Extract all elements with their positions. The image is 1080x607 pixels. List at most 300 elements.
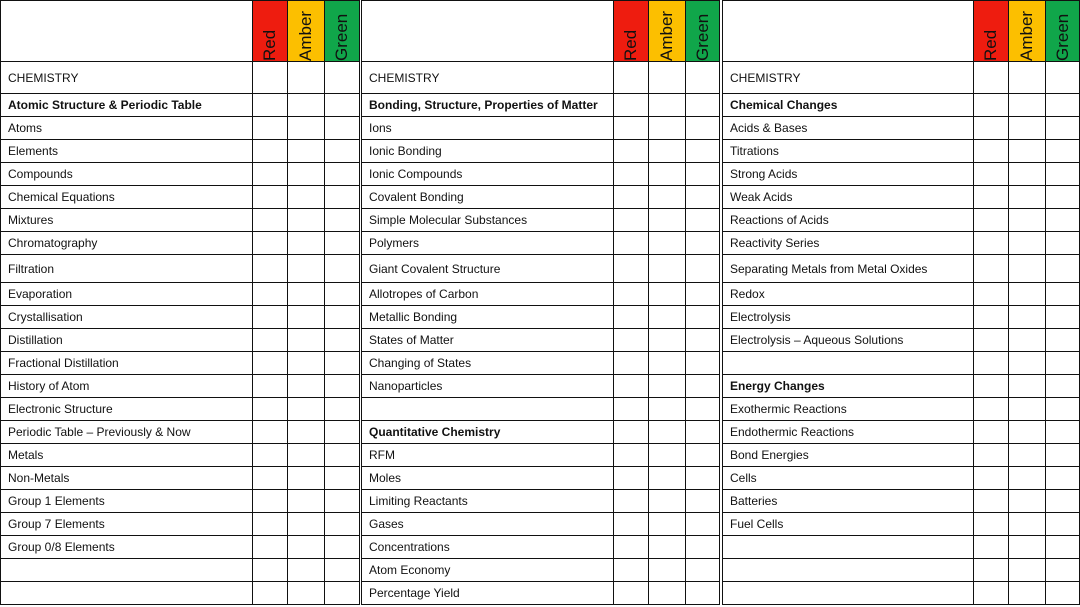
amber-checkbox-cell[interactable] bbox=[288, 444, 325, 467]
green-checkbox-cell[interactable] bbox=[325, 582, 360, 605]
topic-label: Electronic Structure bbox=[1, 398, 253, 421]
topic-row bbox=[362, 513, 720, 536]
topic-row bbox=[1, 209, 360, 232]
topic-row bbox=[1, 117, 360, 140]
amber-checkbox-cell[interactable] bbox=[649, 559, 686, 582]
topic-label: Elements bbox=[1, 140, 253, 163]
green-checkbox-cell[interactable] bbox=[686, 306, 720, 329]
amber-checkbox-cell[interactable] bbox=[288, 490, 325, 513]
red-checkbox-cell[interactable] bbox=[974, 513, 1009, 536]
topic-row bbox=[1, 490, 360, 513]
green-checkbox-cell[interactable] bbox=[325, 329, 360, 352]
amber-checkbox-cell[interactable] bbox=[288, 375, 325, 398]
green-checkbox-cell[interactable] bbox=[325, 186, 360, 209]
red-checkbox-cell[interactable] bbox=[974, 559, 1009, 582]
green-checkbox-cell[interactable] bbox=[1046, 329, 1080, 352]
topic-row bbox=[723, 283, 1080, 306]
green-checkbox-cell[interactable] bbox=[686, 186, 720, 209]
red-checkbox-cell[interactable] bbox=[614, 209, 649, 232]
topic-row bbox=[362, 375, 720, 398]
topic-row bbox=[362, 398, 720, 421]
red-checkbox-cell[interactable] bbox=[253, 467, 288, 490]
topic-label: States of Matter bbox=[362, 329, 614, 352]
red-checkbox-cell[interactable] bbox=[253, 398, 288, 421]
topic-row bbox=[1, 421, 360, 444]
green-checkbox-cell[interactable] bbox=[1046, 232, 1080, 255]
green-checkbox-cell[interactable] bbox=[686, 444, 720, 467]
green-checkbox-cell[interactable] bbox=[1046, 163, 1080, 186]
amber-checkbox-cell[interactable] bbox=[1009, 255, 1046, 283]
topic-row bbox=[723, 582, 1080, 605]
amber-checkbox-cell[interactable] bbox=[1009, 117, 1046, 140]
topic-label: Ions bbox=[362, 117, 614, 140]
red-checkbox-cell[interactable] bbox=[974, 375, 1009, 398]
topic-label: Group 1 Elements bbox=[1, 490, 253, 513]
amber-checkbox-cell[interactable] bbox=[649, 62, 686, 94]
topic-row bbox=[362, 163, 720, 186]
section-title: CHEMISTRY bbox=[362, 62, 614, 94]
red-checkbox-cell[interactable] bbox=[614, 140, 649, 163]
topic-label: Redox bbox=[723, 283, 974, 306]
red-checkbox-cell[interactable] bbox=[974, 352, 1009, 375]
amber-checkbox-cell[interactable] bbox=[649, 352, 686, 375]
topic-row bbox=[723, 163, 1080, 186]
green-checkbox-cell[interactable] bbox=[686, 490, 720, 513]
amber-checkbox-cell[interactable] bbox=[1009, 467, 1046, 490]
amber-checkbox-cell[interactable] bbox=[288, 421, 325, 444]
amber-checkbox-cell[interactable] bbox=[649, 163, 686, 186]
red-checkbox-cell[interactable] bbox=[614, 352, 649, 375]
red-checkbox-cell[interactable] bbox=[974, 398, 1009, 421]
amber-checkbox-cell[interactable] bbox=[1009, 163, 1046, 186]
amber-checkbox-cell[interactable] bbox=[288, 398, 325, 421]
green-checkbox-cell[interactable] bbox=[325, 490, 360, 513]
green-checkbox-cell[interactable] bbox=[325, 117, 360, 140]
red-checkbox-cell[interactable] bbox=[253, 352, 288, 375]
green-checkbox-cell[interactable] bbox=[1046, 255, 1080, 283]
amber-checkbox-cell[interactable] bbox=[288, 513, 325, 536]
green-checkbox-cell[interactable] bbox=[686, 352, 720, 375]
red-label: Red bbox=[981, 29, 1001, 61]
red-checkbox-cell[interactable] bbox=[614, 444, 649, 467]
topic-label: Fractional Distillation bbox=[1, 352, 253, 375]
green-checkbox-cell[interactable] bbox=[686, 467, 720, 490]
green-checkbox-cell[interactable] bbox=[686, 232, 720, 255]
amber-checkbox-cell[interactable] bbox=[288, 209, 325, 232]
amber-header bbox=[649, 1, 686, 62]
amber-checkbox-cell[interactable] bbox=[288, 582, 325, 605]
topic-row bbox=[362, 467, 720, 490]
green-checkbox-cell[interactable] bbox=[325, 421, 360, 444]
red-checkbox-cell[interactable] bbox=[253, 163, 288, 186]
topic-label bbox=[723, 559, 974, 582]
topic-label: Separating Metals from Metal Oxides bbox=[723, 255, 974, 283]
amber-checkbox-cell[interactable] bbox=[288, 352, 325, 375]
red-checkbox-cell[interactable] bbox=[974, 94, 1009, 117]
green-checkbox-cell[interactable] bbox=[686, 582, 720, 605]
green-checkbox-cell[interactable] bbox=[1046, 117, 1080, 140]
amber-checkbox-cell[interactable] bbox=[1009, 559, 1046, 582]
red-checkbox-cell[interactable] bbox=[253, 375, 288, 398]
green-checkbox-cell[interactable] bbox=[686, 209, 720, 232]
green-checkbox-cell[interactable] bbox=[325, 536, 360, 559]
green-checkbox-cell[interactable] bbox=[325, 559, 360, 582]
red-checkbox-cell[interactable] bbox=[974, 490, 1009, 513]
topic-row bbox=[362, 283, 720, 306]
red-checkbox-cell[interactable] bbox=[253, 117, 288, 140]
amber-header bbox=[1009, 1, 1046, 62]
green-checkbox-cell[interactable] bbox=[686, 163, 720, 186]
topic-row bbox=[723, 559, 1080, 582]
red-checkbox-cell[interactable] bbox=[974, 306, 1009, 329]
topic-row bbox=[362, 329, 720, 352]
amber-checkbox-cell[interactable] bbox=[649, 117, 686, 140]
red-checkbox-cell[interactable] bbox=[614, 62, 649, 94]
topic-label: Metals bbox=[1, 444, 253, 467]
red-checkbox-cell[interactable] bbox=[253, 582, 288, 605]
amber-checkbox-cell[interactable] bbox=[1009, 582, 1046, 605]
topic-label: Group 7 Elements bbox=[1, 513, 253, 536]
green-checkbox-cell[interactable] bbox=[1046, 444, 1080, 467]
red-checkbox-cell[interactable] bbox=[614, 283, 649, 306]
topic-label: Non-Metals bbox=[1, 467, 253, 490]
green-checkbox-cell[interactable] bbox=[1046, 559, 1080, 582]
topic-row bbox=[1, 513, 360, 536]
topic-label: Bond Energies bbox=[723, 444, 974, 467]
amber-checkbox-cell[interactable] bbox=[288, 329, 325, 352]
amber-checkbox-cell[interactable] bbox=[1009, 140, 1046, 163]
green-checkbox-cell[interactable] bbox=[1046, 352, 1080, 375]
green-checkbox-cell[interactable] bbox=[325, 398, 360, 421]
amber-checkbox-cell[interactable] bbox=[649, 513, 686, 536]
amber-checkbox-cell[interactable] bbox=[288, 283, 325, 306]
amber-checkbox-cell[interactable] bbox=[1009, 536, 1046, 559]
amber-checkbox-cell[interactable] bbox=[1009, 62, 1046, 94]
green-checkbox-cell[interactable] bbox=[686, 283, 720, 306]
red-checkbox-cell[interactable] bbox=[974, 232, 1009, 255]
green-checkbox-cell[interactable] bbox=[1046, 513, 1080, 536]
green-checkbox-cell[interactable] bbox=[325, 283, 360, 306]
topic-label: Chemical Equations bbox=[1, 186, 253, 209]
green-checkbox-cell[interactable] bbox=[1046, 490, 1080, 513]
amber-checkbox-cell[interactable] bbox=[288, 186, 325, 209]
topic-label: RFM bbox=[362, 444, 614, 467]
topic-heading: Bonding, Structure, Properties of Matter bbox=[362, 94, 614, 117]
amber-checkbox-cell[interactable] bbox=[288, 255, 325, 283]
green-checkbox-cell[interactable] bbox=[686, 329, 720, 352]
chemistry-table-1 bbox=[0, 0, 360, 605]
red-checkbox-cell[interactable] bbox=[614, 186, 649, 209]
red-checkbox-cell[interactable] bbox=[253, 140, 288, 163]
green-checkbox-cell[interactable] bbox=[1046, 94, 1080, 117]
green-checkbox-cell[interactable] bbox=[686, 536, 720, 559]
green-checkbox-cell[interactable] bbox=[1046, 283, 1080, 306]
red-checkbox-cell[interactable] bbox=[614, 398, 649, 421]
green-checkbox-cell[interactable] bbox=[1046, 398, 1080, 421]
red-checkbox-cell[interactable] bbox=[253, 62, 288, 94]
red-checkbox-cell[interactable] bbox=[974, 62, 1009, 94]
topic-heading-row bbox=[723, 375, 1080, 398]
topic-row bbox=[1, 140, 360, 163]
amber-checkbox-cell[interactable] bbox=[1009, 398, 1046, 421]
topic-row bbox=[1, 467, 360, 490]
green-checkbox-cell[interactable] bbox=[686, 62, 720, 94]
topic-label: Percentage Yield bbox=[362, 582, 614, 605]
red-checkbox-cell[interactable] bbox=[974, 186, 1009, 209]
topic-row bbox=[723, 421, 1080, 444]
amber-checkbox-cell[interactable] bbox=[1009, 490, 1046, 513]
amber-checkbox-cell[interactable] bbox=[288, 467, 325, 490]
amber-checkbox-cell[interactable] bbox=[288, 306, 325, 329]
red-checkbox-cell[interactable] bbox=[974, 582, 1009, 605]
amber-label: Amber bbox=[296, 10, 315, 61]
green-checkbox-cell[interactable] bbox=[325, 62, 360, 94]
green-checkbox-cell[interactable] bbox=[686, 398, 720, 421]
amber-checkbox-cell[interactable] bbox=[288, 117, 325, 140]
amber-checkbox-cell[interactable] bbox=[649, 536, 686, 559]
red-checkbox-cell[interactable] bbox=[253, 490, 288, 513]
red-checkbox-cell[interactable] bbox=[614, 536, 649, 559]
red-checkbox-cell[interactable] bbox=[614, 94, 649, 117]
topic-row bbox=[723, 117, 1080, 140]
green-checkbox-cell[interactable] bbox=[1046, 209, 1080, 232]
topic-label: Titrations bbox=[723, 140, 974, 163]
green-checkbox-cell[interactable] bbox=[1046, 421, 1080, 444]
topic-label: Metallic Bonding bbox=[362, 306, 614, 329]
green-checkbox-cell[interactable] bbox=[686, 513, 720, 536]
green-checkbox-cell[interactable] bbox=[1046, 62, 1080, 94]
red-checkbox-cell[interactable] bbox=[253, 186, 288, 209]
topic-label: Group 0/8 Elements bbox=[1, 536, 253, 559]
green-checkbox-cell[interactable] bbox=[325, 140, 360, 163]
green-checkbox-cell[interactable] bbox=[1046, 582, 1080, 605]
green-checkbox-cell[interactable] bbox=[325, 352, 360, 375]
green-checkbox-cell[interactable] bbox=[325, 94, 360, 117]
red-checkbox-cell[interactable] bbox=[614, 513, 649, 536]
amber-checkbox-cell[interactable] bbox=[1009, 283, 1046, 306]
red-checkbox-cell[interactable] bbox=[614, 306, 649, 329]
red-checkbox-cell[interactable] bbox=[253, 444, 288, 467]
topic-heading: Atomic Structure & Periodic Table bbox=[1, 94, 253, 117]
amber-checkbox-cell[interactable] bbox=[649, 329, 686, 352]
red-checkbox-cell[interactable] bbox=[253, 283, 288, 306]
section-title: CHEMISTRY bbox=[723, 62, 974, 94]
topic-row bbox=[362, 582, 720, 605]
amber-checkbox-cell[interactable] bbox=[1009, 232, 1046, 255]
topic-label: Endothermic Reactions bbox=[723, 421, 974, 444]
green-checkbox-cell[interactable] bbox=[1046, 140, 1080, 163]
amber-checkbox-cell[interactable] bbox=[649, 186, 686, 209]
amber-checkbox-cell[interactable] bbox=[649, 232, 686, 255]
topic-row bbox=[1, 559, 360, 582]
red-checkbox-cell[interactable] bbox=[614, 467, 649, 490]
green-checkbox-cell[interactable] bbox=[325, 209, 360, 232]
topic-label bbox=[723, 582, 974, 605]
topic-heading-row bbox=[1, 94, 360, 117]
topic-row bbox=[1, 536, 360, 559]
chemistry-table-2 bbox=[361, 0, 720, 605]
green-checkbox-cell[interactable] bbox=[325, 467, 360, 490]
red-header bbox=[614, 1, 649, 62]
topic-label: Acids & Bases bbox=[723, 117, 974, 140]
amber-checkbox-cell[interactable] bbox=[1009, 352, 1046, 375]
red-checkbox-cell[interactable] bbox=[614, 255, 649, 283]
section-title: CHEMISTRY bbox=[1, 62, 253, 94]
red-checkbox-cell[interactable] bbox=[974, 283, 1009, 306]
amber-checkbox-cell[interactable] bbox=[649, 444, 686, 467]
green-checkbox-cell[interactable] bbox=[686, 375, 720, 398]
topic-row bbox=[723, 352, 1080, 375]
amber-checkbox-cell[interactable] bbox=[649, 140, 686, 163]
topic-row bbox=[723, 467, 1080, 490]
red-checkbox-cell[interactable] bbox=[974, 117, 1009, 140]
topic-row bbox=[362, 117, 720, 140]
amber-checkbox-cell[interactable] bbox=[649, 209, 686, 232]
red-checkbox-cell[interactable] bbox=[974, 163, 1009, 186]
header-blank bbox=[362, 1, 614, 62]
green-checkbox-cell[interactable] bbox=[1046, 375, 1080, 398]
amber-checkbox-cell[interactable] bbox=[649, 306, 686, 329]
topic-label: Chromatography bbox=[1, 232, 253, 255]
green-checkbox-cell[interactable] bbox=[325, 306, 360, 329]
red-checkbox-cell[interactable] bbox=[614, 375, 649, 398]
topic-label: Changing of States bbox=[362, 352, 614, 375]
red-checkbox-cell[interactable] bbox=[974, 255, 1009, 283]
amber-checkbox-cell[interactable] bbox=[649, 375, 686, 398]
topic-row bbox=[362, 255, 720, 283]
amber-header bbox=[288, 1, 325, 62]
green-checkbox-cell[interactable] bbox=[686, 559, 720, 582]
red-checkbox-cell[interactable] bbox=[253, 209, 288, 232]
amber-checkbox-cell[interactable] bbox=[288, 559, 325, 582]
red-checkbox-cell[interactable] bbox=[614, 117, 649, 140]
amber-checkbox-cell[interactable] bbox=[288, 62, 325, 94]
green-checkbox-cell[interactable] bbox=[1046, 467, 1080, 490]
red-checkbox-cell[interactable] bbox=[974, 467, 1009, 490]
red-checkbox-cell[interactable] bbox=[253, 421, 288, 444]
red-checkbox-cell[interactable] bbox=[614, 163, 649, 186]
topic-row bbox=[362, 444, 720, 467]
amber-checkbox-cell[interactable] bbox=[1009, 421, 1046, 444]
amber-checkbox-cell[interactable] bbox=[649, 582, 686, 605]
topic-label bbox=[1, 582, 253, 605]
red-checkbox-cell[interactable] bbox=[614, 232, 649, 255]
amber-checkbox-cell[interactable] bbox=[1009, 94, 1046, 117]
red-checkbox-cell[interactable] bbox=[614, 582, 649, 605]
amber-checkbox-cell[interactable] bbox=[649, 398, 686, 421]
amber-checkbox-cell[interactable] bbox=[1009, 444, 1046, 467]
topic-row bbox=[362, 559, 720, 582]
amber-checkbox-cell[interactable] bbox=[649, 255, 686, 283]
amber-checkbox-cell[interactable] bbox=[288, 140, 325, 163]
red-checkbox-cell[interactable] bbox=[974, 329, 1009, 352]
topic-label: Cells bbox=[723, 467, 974, 490]
green-checkbox-cell[interactable] bbox=[325, 375, 360, 398]
green-checkbox-cell[interactable] bbox=[686, 94, 720, 117]
topic-row bbox=[723, 232, 1080, 255]
red-checkbox-cell[interactable] bbox=[253, 513, 288, 536]
topic-label: Covalent Bonding bbox=[362, 186, 614, 209]
amber-checkbox-cell[interactable] bbox=[288, 163, 325, 186]
green-checkbox-cell[interactable] bbox=[325, 444, 360, 467]
green-checkbox-cell[interactable] bbox=[686, 255, 720, 283]
amber-checkbox-cell[interactable] bbox=[1009, 209, 1046, 232]
amber-checkbox-cell[interactable] bbox=[1009, 329, 1046, 352]
amber-checkbox-cell[interactable] bbox=[1009, 513, 1046, 536]
green-checkbox-cell[interactable] bbox=[1046, 306, 1080, 329]
amber-checkbox-cell[interactable] bbox=[649, 467, 686, 490]
topic-row bbox=[1, 306, 360, 329]
topic-row bbox=[723, 140, 1080, 163]
topic-label: Polymers bbox=[362, 232, 614, 255]
red-checkbox-cell[interactable] bbox=[614, 559, 649, 582]
topic-row bbox=[723, 513, 1080, 536]
green-label: Green bbox=[692, 13, 712, 61]
red-checkbox-cell[interactable] bbox=[253, 306, 288, 329]
red-checkbox-cell[interactable] bbox=[974, 421, 1009, 444]
topic-row bbox=[362, 536, 720, 559]
red-checkbox-cell[interactable] bbox=[253, 559, 288, 582]
topic-label: Atoms bbox=[1, 117, 253, 140]
red-checkbox-cell[interactable] bbox=[974, 536, 1009, 559]
red-checkbox-cell[interactable] bbox=[253, 329, 288, 352]
green-checkbox-cell[interactable] bbox=[325, 232, 360, 255]
red-checkbox-cell[interactable] bbox=[253, 536, 288, 559]
red-checkbox-cell[interactable] bbox=[253, 255, 288, 283]
green-checkbox-cell[interactable] bbox=[1046, 536, 1080, 559]
red-checkbox-cell[interactable] bbox=[614, 329, 649, 352]
green-checkbox-cell[interactable] bbox=[325, 163, 360, 186]
topic-heading-row bbox=[362, 94, 720, 117]
amber-checkbox-cell[interactable] bbox=[288, 94, 325, 117]
green-label: Green bbox=[332, 13, 351, 61]
amber-checkbox-cell[interactable] bbox=[288, 536, 325, 559]
red-checkbox-cell[interactable] bbox=[614, 490, 649, 513]
red-checkbox-cell[interactable] bbox=[974, 444, 1009, 467]
green-checkbox-cell[interactable] bbox=[325, 255, 360, 283]
amber-checkbox-cell[interactable] bbox=[649, 490, 686, 513]
amber-checkbox-cell[interactable] bbox=[1009, 375, 1046, 398]
green-checkbox-cell[interactable] bbox=[686, 140, 720, 163]
amber-checkbox-cell[interactable] bbox=[649, 421, 686, 444]
topic-row bbox=[362, 352, 720, 375]
green-checkbox-cell[interactable] bbox=[686, 421, 720, 444]
red-checkbox-cell[interactable] bbox=[253, 94, 288, 117]
amber-checkbox-cell[interactable] bbox=[1009, 186, 1046, 209]
green-checkbox-cell[interactable] bbox=[1046, 186, 1080, 209]
topic-heading-row bbox=[362, 421, 720, 444]
red-checkbox-cell[interactable] bbox=[253, 232, 288, 255]
topic-label: Nanoparticles bbox=[362, 375, 614, 398]
amber-checkbox-cell[interactable] bbox=[649, 94, 686, 117]
green-checkbox-cell[interactable] bbox=[686, 117, 720, 140]
chemistry-table-3 bbox=[722, 0, 1080, 605]
topic-row bbox=[723, 536, 1080, 559]
header-blank bbox=[723, 1, 974, 62]
green-checkbox-cell[interactable] bbox=[325, 513, 360, 536]
topic-label: Mixtures bbox=[1, 209, 253, 232]
red-checkbox-cell[interactable] bbox=[614, 421, 649, 444]
amber-checkbox-cell[interactable] bbox=[649, 283, 686, 306]
topic-heading: Chemical Changes bbox=[723, 94, 974, 117]
topic-row bbox=[362, 140, 720, 163]
topic-label: Compounds bbox=[1, 163, 253, 186]
amber-checkbox-cell[interactable] bbox=[1009, 306, 1046, 329]
amber-checkbox-cell[interactable] bbox=[288, 232, 325, 255]
red-checkbox-cell[interactable] bbox=[974, 140, 1009, 163]
red-checkbox-cell[interactable] bbox=[974, 209, 1009, 232]
topic-label: Atom Economy bbox=[362, 559, 614, 582]
